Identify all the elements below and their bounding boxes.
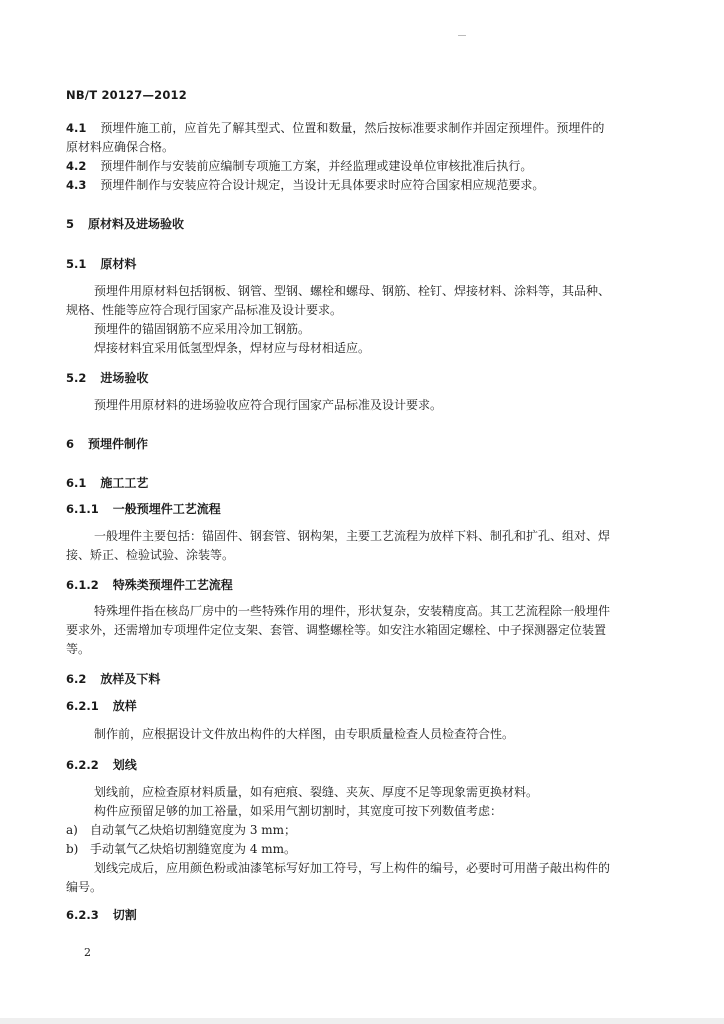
list-text: 手动氧气乙炔焰切割缝宽度为 4 mm。 [90, 842, 297, 856]
clause-4-2 [66, 157, 644, 176]
section-title: 放样 [112, 699, 137, 713]
paragraph-line: 编号。 [66, 880, 103, 894]
paragraph-line: 规格、性能等应符合现行国家产品标准及设计要求。 [66, 303, 343, 317]
clause-number: 4.1 [66, 121, 87, 135]
section-number: 5.1 [66, 257, 87, 271]
section-number: 6.1.2 [66, 578, 99, 592]
clause-4-3 [66, 176, 644, 195]
section-number: 6.2 [66, 672, 87, 686]
list-label: b) [66, 842, 79, 856]
section-title: 划线 [112, 758, 137, 772]
section-5-2-body [66, 396, 644, 415]
scan-bottom-edge [0, 1018, 724, 1024]
section-5-heading [66, 215, 644, 234]
paragraph: 预埋件用原材料的进场验收应符合现行国家产品标准及设计要求。 [94, 398, 443, 412]
paragraph-line: 预埋件用原材料包括钢板、钢管、型钢、螺栓和螺母、钢筋、栓钉、焊接材料、涂料等，其品种、 [94, 284, 611, 298]
section-6-heading [66, 435, 644, 454]
list-text: 自动氧气乙炔焰切割缝宽度为 3 mm； [90, 823, 297, 837]
section-6-2-2-heading [66, 756, 644, 775]
paragraph: 制作前，应根据设计文件放出构件的大样图，由专职质量检查人员检查符合性。 [94, 727, 515, 741]
list-label: a) [66, 823, 78, 837]
section-6-1-1-body [66, 527, 644, 565]
clause-text-cont: 原材料应确保合格。 [66, 140, 175, 154]
section-title: 切割 [112, 908, 137, 922]
section-number: 6.1 [66, 476, 87, 490]
section-6-1-2-body [66, 602, 644, 659]
section-number: 5 [66, 217, 75, 231]
list-item-b [66, 840, 644, 859]
section-title: 原材料及进场验收 [88, 217, 185, 231]
section-number: 6.1.1 [66, 502, 99, 516]
paragraph: 焊接材料宜采用低氢型焊条，焊材应与母材相适应。 [94, 341, 371, 355]
standard-code-header: NB/T 20127—2012 [66, 88, 187, 102]
section-title: 放样及下料 [100, 672, 161, 686]
section-title: 施工工艺 [100, 476, 149, 490]
clause-text: 预埋件制作与安装前应编制专项施工方案，并经监理或建设单位审核批准后执行。 [100, 159, 533, 173]
section-6-2-heading [66, 670, 644, 689]
paragraph-line: 要求外，还需增加专项埋件定位支架、套管、调整螺栓等。如安注水箱固定螺栓、中子探测器定位装置 [66, 623, 607, 637]
paragraph-line: 划线完成后，应用颜色粉或油漆笔标写好加工符号，写上构件的编号，必要时可用凿子敲出构件的 [94, 861, 611, 875]
section-title: 一般预埋件工艺流程 [112, 502, 221, 516]
section-6-2-2-body [66, 783, 644, 897]
list-item-a [66, 821, 644, 840]
paragraph-line: 特殊埋件指在核岛厂房中的一些特殊作用的埋件，形状复杂，安装精度高。其工艺流程除一般埋件 [94, 604, 611, 618]
section-number: 6.2.3 [66, 908, 99, 922]
clause-4-1 [66, 119, 644, 157]
paragraph: 划线前，应检查原材料质量，如有疤痕、裂缝、夹灰、厚度不足等现象需更换材料。 [94, 785, 539, 799]
section-6-2-3-heading [66, 906, 644, 925]
section-6-2-1-heading [66, 697, 644, 716]
paragraph-line: 等。 [66, 642, 91, 656]
clause-number: 4.2 [66, 159, 87, 173]
section-number: 5.2 [66, 371, 87, 385]
paragraph: 构件应预留足够的加工裕量，如采用气割切割时，其宽度可按下列数值考虑： [94, 804, 503, 818]
section-6-1-heading [66, 474, 644, 493]
section-5-1-body [66, 282, 644, 358]
section-title: 原材料 [100, 257, 137, 271]
page-number: 2 [84, 946, 91, 959]
section-title: 进场验收 [100, 371, 149, 385]
section-5-2-heading [66, 369, 644, 388]
section-6-1-1-heading [66, 500, 644, 519]
section-5-1-heading [66, 255, 644, 274]
clause-number: 4.3 [66, 178, 87, 192]
paragraph: 预埋件的锚固钢筋不应采用冷加工钢筋。 [94, 322, 311, 336]
section-6-2-1-body [66, 725, 644, 744]
scan-speck [458, 35, 466, 36]
section-6-1-2-heading [66, 576, 644, 595]
section-number: 6 [66, 437, 75, 451]
section-title: 预埋件制作 [88, 437, 149, 451]
clause-text: 预埋件制作与安装应符合设计规定，当设计无具体要求时应符合国家相应规范要求。 [100, 178, 545, 192]
paragraph-line: 一般埋件主要包括：锚固件、钢套管、钢构架，主要工艺流程为放样下料、制孔和扩孔、组对、焊 [94, 529, 611, 543]
section-number: 6.2.2 [66, 758, 99, 772]
section-number: 6.2.1 [66, 699, 99, 713]
paragraph-line: 接、矫正、检验试验、涂装等。 [66, 548, 235, 562]
clause-text: 预埋件施工前，应首先了解其型式、位置和数量，然后按标准要求制作并固定预埋件。预埋件的 [100, 121, 605, 135]
section-title: 特殊类预埋件工艺流程 [112, 578, 233, 592]
